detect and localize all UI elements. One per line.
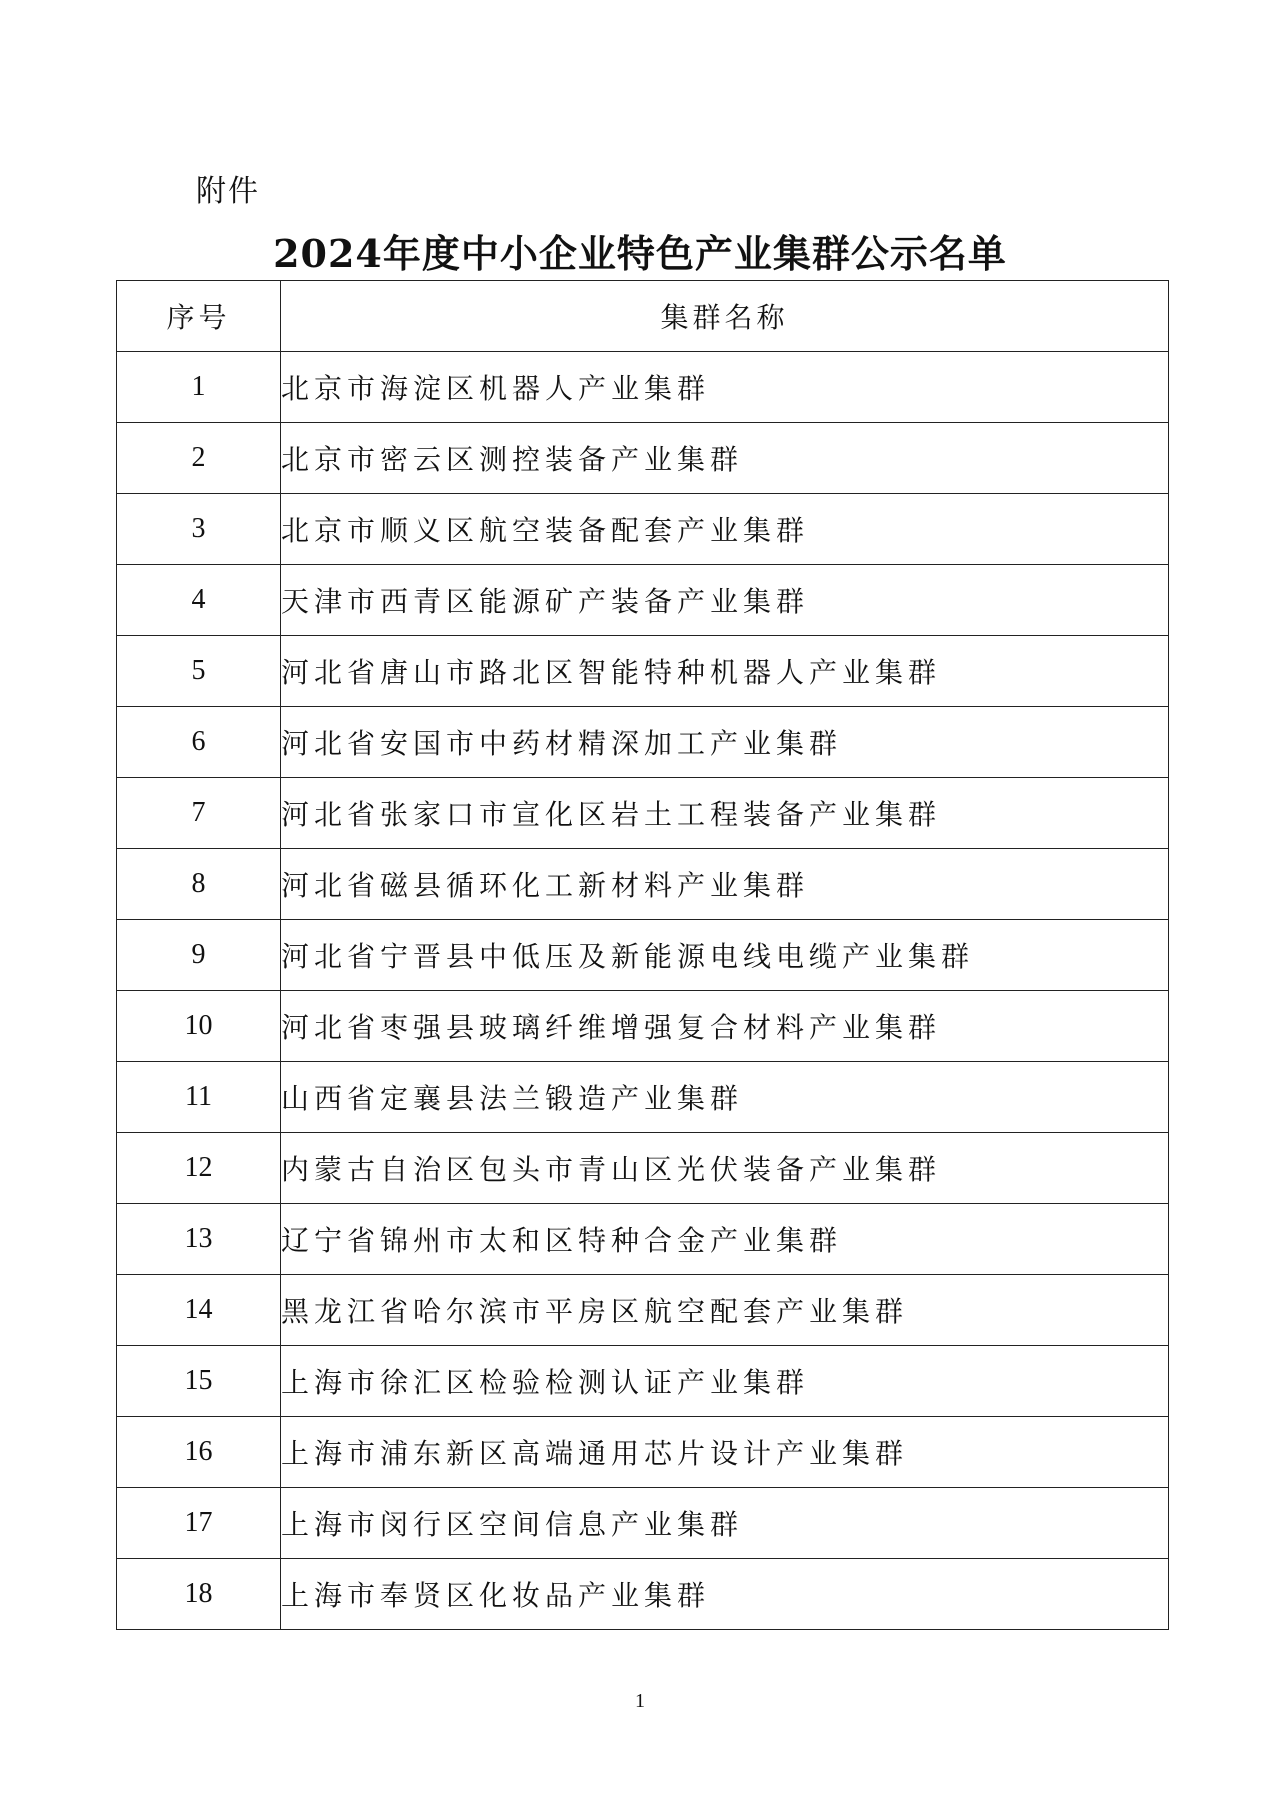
table-row (117, 423, 1169, 494)
row-number: 16 (117, 1417, 281, 1488)
cluster-list-table (116, 280, 1169, 1630)
row-number: 7 (117, 778, 281, 849)
table-row (117, 778, 1169, 849)
cluster-name: 上海市闵行区空间信息产业集群 (281, 1488, 1169, 1559)
table-row (117, 991, 1169, 1062)
table-row (117, 494, 1169, 565)
cluster-name: 山西省定襄县法兰锻造产业集群 (281, 1062, 1169, 1133)
table-row (117, 920, 1169, 991)
table-row (117, 1275, 1169, 1346)
row-number: 4 (117, 565, 281, 636)
row-number: 2 (117, 423, 281, 494)
row-number: 5 (117, 636, 281, 707)
document-title: 2024年度中小企业特色产业集群公示名单 (273, 231, 1007, 276)
table-row (117, 1488, 1169, 1559)
table-header-row (117, 281, 1169, 352)
cluster-name: 河北省枣强县玻璃纤维增强复合材料产业集群 (281, 991, 1169, 1062)
cluster-name: 上海市奉贤区化妆品产业集群 (281, 1559, 1169, 1630)
table-row (117, 1204, 1169, 1275)
cluster-name: 上海市浦东新区高端通用芯片设计产业集群 (281, 1417, 1169, 1488)
row-number: 11 (117, 1062, 281, 1133)
cluster-name: 河北省宁晋县中低压及新能源电线电缆产业集群 (281, 920, 1169, 991)
row-number: 3 (117, 494, 281, 565)
table-row (117, 1559, 1169, 1630)
cluster-name: 上海市徐汇区检验检测认证产业集群 (281, 1346, 1169, 1417)
cluster-name: 河北省唐山市路北区智能特种机器人产业集群 (281, 636, 1169, 707)
table-row (117, 849, 1169, 920)
row-number: 15 (117, 1346, 281, 1417)
cluster-name: 北京市顺义区航空装备配套产业集群 (281, 494, 1169, 565)
table-row (117, 352, 1169, 423)
cluster-name: 河北省张家口市宣化区岩土工程装备产业集群 (281, 778, 1169, 849)
table-row (117, 707, 1169, 778)
table-row (117, 636, 1169, 707)
cluster-name: 河北省磁县循环化工新材料产业集群 (281, 849, 1169, 920)
row-number: 17 (117, 1488, 281, 1559)
cluster-name: 河北省安国市中药材精深加工产业集群 (281, 707, 1169, 778)
row-number: 10 (117, 991, 281, 1062)
cluster-name: 内蒙古自治区包头市青山区光伏装备产业集群 (281, 1133, 1169, 1204)
row-number: 9 (117, 920, 281, 991)
header-serial-number: 序号 (117, 281, 281, 352)
table-row (117, 1417, 1169, 1488)
cluster-name: 辽宁省锦州市太和区特种合金产业集群 (281, 1204, 1169, 1275)
row-number: 1 (117, 352, 281, 423)
table-row (117, 1062, 1169, 1133)
row-number: 8 (117, 849, 281, 920)
row-number: 14 (117, 1275, 281, 1346)
cluster-name: 黑龙江省哈尔滨市平房区航空配套产业集群 (281, 1275, 1169, 1346)
row-number: 13 (117, 1204, 281, 1275)
table-row (117, 1133, 1169, 1204)
page-number: 1 (635, 1690, 645, 1712)
header-cluster-name: 集群名称 (281, 281, 1169, 352)
table-row (117, 565, 1169, 636)
table-row (117, 1346, 1169, 1417)
row-number: 12 (117, 1133, 281, 1204)
row-number: 6 (117, 707, 281, 778)
cluster-name: 天津市西青区能源矿产装备产业集群 (281, 565, 1169, 636)
cluster-name: 北京市密云区测控装备产业集群 (281, 423, 1169, 494)
row-number: 18 (117, 1559, 281, 1630)
cluster-name: 北京市海淀区机器人产业集群 (281, 352, 1169, 423)
attachment-label: 附件 (196, 174, 260, 209)
